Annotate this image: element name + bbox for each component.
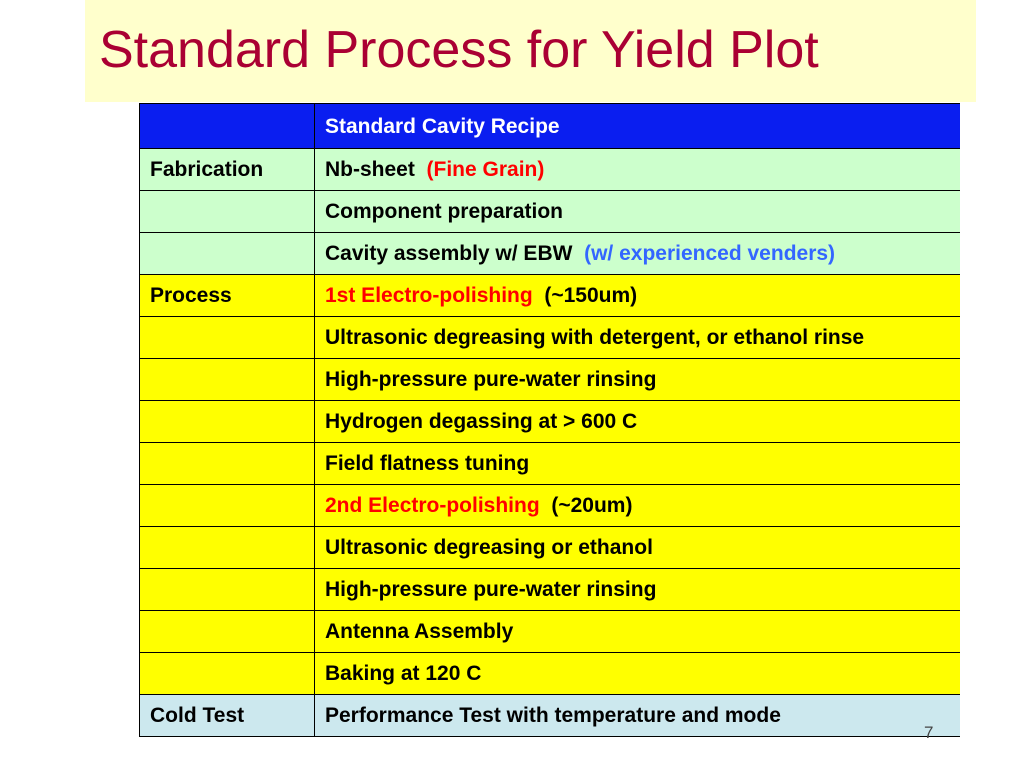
step-cell — [315, 359, 961, 401]
step-note: (~20um) — [551, 494, 633, 517]
recipe-table-container — [139, 103, 960, 768]
category-cell — [140, 569, 315, 611]
slide-number: 7 — [924, 723, 934, 742]
step-cell — [315, 695, 961, 737]
step-text: Baking at 120 C — [325, 662, 482, 685]
table-row — [140, 401, 961, 443]
category-cell — [140, 611, 315, 653]
step-text: Antenna Assembly — [325, 620, 514, 643]
step-cell — [315, 401, 961, 443]
step-text: Ultrasonic degreasing with detergent, or ethanol rinse — [325, 326, 865, 349]
table-row — [140, 527, 961, 569]
step-cell — [315, 191, 961, 233]
header-cell-recipe: Standard Cavity Recipe — [315, 104, 961, 149]
step-text: High-pressure pure-water rinsing — [325, 578, 657, 601]
table-row — [140, 233, 961, 275]
step-cell — [315, 527, 961, 569]
table-row — [140, 485, 961, 527]
title-bar — [85, 0, 976, 102]
category-cell — [140, 359, 315, 401]
step-cell — [315, 275, 961, 317]
step-text: Field flatness tuning — [325, 452, 530, 475]
table-row — [140, 191, 961, 233]
recipe-table — [139, 103, 960, 737]
category-cell — [140, 485, 315, 527]
step-cell — [315, 611, 961, 653]
category-cell — [140, 443, 315, 485]
step-text: Hydrogen degassing at > 600 C — [325, 410, 638, 433]
category-cell: Fabrication — [140, 149, 315, 191]
step-text: High-pressure pure-water rinsing — [325, 368, 657, 391]
table-row — [140, 695, 961, 737]
table-row — [140, 653, 961, 695]
table-row — [140, 275, 961, 317]
step-cell — [315, 149, 961, 191]
step-text: Performance Test with temperature and mode — [325, 704, 781, 727]
table-row — [140, 443, 961, 485]
step-text: 2nd Electro-polishing — [325, 494, 540, 517]
step-cell — [315, 233, 961, 275]
step-text: Ultrasonic degreasing or ethanol — [325, 536, 653, 559]
step-cell — [315, 443, 961, 485]
table-row — [140, 149, 961, 191]
step-note: (Fine Grain) — [426, 158, 545, 181]
category-cell: Cold Test — [140, 695, 315, 737]
table-row — [140, 611, 961, 653]
category-cell: Process — [140, 275, 315, 317]
table-row — [140, 317, 961, 359]
table-row — [140, 359, 961, 401]
header-cell-category — [140, 104, 315, 149]
step-note: (w/ experienced venders) — [584, 242, 836, 265]
category-cell — [140, 653, 315, 695]
slide-title: Standard Process for Yield Plot — [99, 21, 819, 79]
step-cell — [315, 653, 961, 695]
table-row — [140, 569, 961, 611]
category-cell — [140, 401, 315, 443]
step-text: Component preparation — [325, 200, 564, 223]
step-text: 1st Electro-polishing — [325, 284, 533, 307]
step-text: Cavity assembly w/ EBW — [325, 242, 573, 265]
category-cell — [140, 233, 315, 275]
category-cell — [140, 317, 315, 359]
step-text: Nb-sheet — [325, 158, 415, 181]
category-cell — [140, 527, 315, 569]
category-cell — [140, 191, 315, 233]
step-cell — [315, 317, 961, 359]
table-header-row — [140, 104, 961, 149]
step-cell — [315, 485, 961, 527]
step-note: (~150um) — [544, 284, 638, 307]
step-cell — [315, 569, 961, 611]
